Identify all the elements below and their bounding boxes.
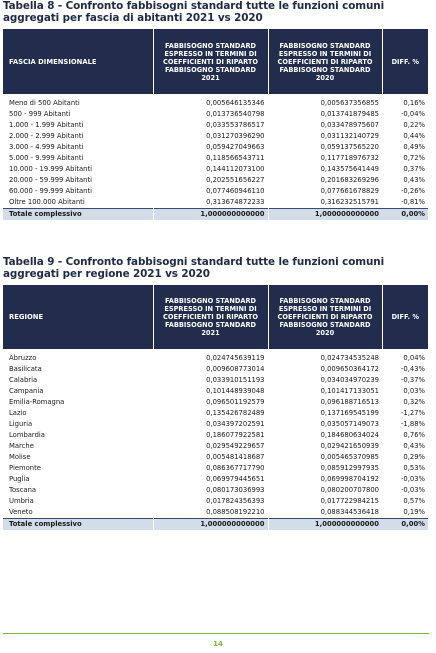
diff-percent: 0,32%	[382, 397, 428, 408]
header-diff-percent: DIFF. %	[382, 285, 428, 349]
header-regione: REGIONE	[3, 285, 153, 349]
header-diff-percent: DIFF. %	[382, 29, 428, 94]
diff-percent: 0,22%	[382, 120, 428, 131]
header-fascia-dimensionale: FASCIA DIMENSIONALE	[3, 29, 153, 94]
table-row	[3, 375, 428, 386]
table-9-title: Tabella 9 - Confronto fabbisogni standard tutte le funzioni comuni aggregati per regione 2021 vs 2020	[3, 256, 385, 280]
value-2020: 0,031132140729	[268, 131, 382, 142]
value-2020: 0,013741879485	[268, 109, 382, 120]
table-row	[3, 197, 428, 209]
value-2020: 0,077661678829	[268, 186, 382, 197]
value-2021: 0,080173036993	[153, 485, 268, 496]
table-row	[3, 109, 428, 120]
value-2020: 0,184680634024	[268, 430, 382, 441]
footer-divider	[3, 633, 429, 634]
value-2020: 0,096188716513	[268, 397, 382, 408]
diff-percent: 0,44%	[382, 131, 428, 142]
value-2020: 0,034034970239	[268, 375, 382, 386]
value-2021: 0,009608773014	[153, 364, 268, 375]
diff-percent: -0,03%	[382, 474, 428, 485]
row-label: 20.000 - 59.999 Abitanti	[3, 175, 153, 186]
value-2020: 0,088344536418	[268, 507, 382, 519]
table-row	[3, 507, 428, 519]
diff-percent: 0,76%	[382, 430, 428, 441]
table-8-header-row	[3, 29, 428, 94]
value-2021: 0,086367717790	[153, 463, 268, 474]
value-2021: 0,017824356393	[153, 496, 268, 507]
row-label: Totale complessivo	[3, 209, 153, 221]
row-label: Oltre 100.000 Abitanti	[3, 197, 153, 209]
diff-percent: -0,04%	[382, 109, 428, 120]
value-2021: 0,031270396290	[153, 131, 268, 142]
value-2021: 0,135426782489	[153, 408, 268, 419]
row-label: 3.000 - 4.999 Abitanti	[3, 142, 153, 153]
value-2021: 0,059427049663	[153, 142, 268, 153]
row-label: Lazio	[3, 408, 153, 419]
value-2020: 0,201683269296	[268, 175, 382, 186]
header-fabbisogno-2020: FABBISOGNO STANDARD ESPRESSO IN TERMINI DI COEFFICIENTI DI RIPARTO FABBISOGNO STANDARD 2020	[268, 285, 382, 349]
row-label: Totale complessivo	[3, 519, 153, 531]
table-8	[3, 29, 428, 220]
diff-percent: 0,29%	[382, 452, 428, 463]
row-label: Veneto	[3, 507, 153, 519]
value-2021: 0,088508192210	[153, 507, 268, 519]
row-label: 5.000 - 9.999 Abitanti	[3, 153, 153, 164]
table-9-header-row	[3, 285, 428, 349]
diff-percent: 0,00%	[382, 209, 428, 221]
diff-percent: 0,37%	[382, 164, 428, 175]
value-2020: 0,080200707800	[268, 485, 382, 496]
value-2021: 0,144112073100	[153, 164, 268, 175]
diff-percent: -0,26%	[382, 186, 428, 197]
diff-percent: 0,53%	[382, 463, 428, 474]
diff-percent: -0,43%	[382, 364, 428, 375]
row-label: Piemonte	[3, 463, 153, 474]
value-2020: 0,085912997935	[268, 463, 382, 474]
diff-percent: -0,37%	[382, 375, 428, 386]
table-row	[3, 408, 428, 419]
diff-percent: 0,19%	[382, 507, 428, 519]
value-2021: 0,077460946110	[153, 186, 268, 197]
diff-percent: 0,43%	[382, 441, 428, 452]
value-2020: 0,137169545199	[268, 408, 382, 419]
table-row	[3, 142, 428, 153]
header-fabbisogno-2020: FABBISOGNO STANDARD ESPRESSO IN TERMINI DI COEFFICIENTI DI RIPARTO FABBISOGNO STANDARD 2020	[268, 29, 382, 94]
diff-percent: 0,00%	[382, 519, 428, 531]
table-row	[3, 452, 428, 463]
table-row	[3, 485, 428, 496]
value-2020: 0,005465370985	[268, 452, 382, 463]
value-2021: 0,033553786517	[153, 120, 268, 131]
header-fabbisogno-2021: FABBISOGNO STANDARD ESPRESSO IN TERMINI DI COEFFICIENTI DI RIPARTO FABBISOGNO STANDARD 2021	[153, 285, 268, 349]
diff-percent: 0,43%	[382, 175, 428, 186]
value-2021: 0,202551656227	[153, 175, 268, 186]
value-2020: 0,117718976732	[268, 153, 382, 164]
value-2021: 0,005646135346	[153, 98, 268, 109]
value-2021: 0,024745639119	[153, 353, 268, 364]
table-row	[3, 120, 428, 131]
diff-percent: -1,88%	[382, 419, 428, 430]
diff-percent: -0,03%	[382, 485, 428, 496]
value-2021: 0,186077922581	[153, 430, 268, 441]
table-row	[3, 463, 428, 474]
value-2020: 0,069998704192	[268, 474, 382, 485]
table-row	[3, 397, 428, 408]
table-9	[3, 285, 428, 530]
value-2021: 0,313674872233	[153, 197, 268, 209]
row-label: 60.000 - 99.999 Abitanti	[3, 186, 153, 197]
diff-percent: 0,72%	[382, 153, 428, 164]
total-row	[3, 519, 428, 531]
table-row	[3, 98, 428, 109]
table-8-body	[3, 98, 428, 220]
table-row	[3, 131, 428, 142]
value-2021: 0,033910151193	[153, 375, 268, 386]
table-8-title: Tabella 8 - Confronto fabbisogni standard tutte le funzioni comuni aggregati per fascia di abitanti 2021 vs 2020	[3, 0, 385, 24]
row-label: Basilicata	[3, 364, 153, 375]
value-2021: 0,069979445651	[153, 474, 268, 485]
value-2021: 0,034397202591	[153, 419, 268, 430]
value-2021: 0,096501192579	[153, 397, 268, 408]
table-row	[3, 186, 428, 197]
value-2021: 0,029549229657	[153, 441, 268, 452]
table-9-body	[3, 353, 428, 530]
row-label: Molise	[3, 452, 153, 463]
diff-percent: -1,27%	[382, 408, 428, 419]
value-2020: 0,017722984215	[268, 496, 382, 507]
value-2020: 0,101417133051	[268, 386, 382, 397]
table-row	[3, 164, 428, 175]
value-2020: 1,000000000000	[268, 209, 382, 221]
table-row	[3, 353, 428, 364]
value-2020: 0,059137565220	[268, 142, 382, 153]
value-2021: 1,000000000000	[153, 209, 268, 221]
table-row	[3, 153, 428, 164]
row-label: Marche	[3, 441, 153, 452]
value-2020: 0,316232515791	[268, 197, 382, 209]
diff-percent: 0,49%	[382, 142, 428, 153]
value-2020: 0,005637356855	[268, 98, 382, 109]
row-label: Abruzzo	[3, 353, 153, 364]
row-label: Meno di 500 Abitanti	[3, 98, 153, 109]
value-2020: 0,024734535248	[268, 353, 382, 364]
row-label: 10.000 - 19.999 Abitanti	[3, 164, 153, 175]
value-2021: 1,000000000000	[153, 519, 268, 531]
row-label: Campania	[3, 386, 153, 397]
diff-percent: 0,03%	[382, 386, 428, 397]
row-label: Umbria	[3, 496, 153, 507]
value-2021: 0,005481418687	[153, 452, 268, 463]
row-label: 2.000 - 2.999 Abitanti	[3, 131, 153, 142]
row-label: Toscana	[3, 485, 153, 496]
row-label: Lombardia	[3, 430, 153, 441]
row-label: Liguria	[3, 419, 153, 430]
table-row	[3, 364, 428, 375]
header-fabbisogno-2021: FABBISOGNO STANDARD ESPRESSO IN TERMINI DI COEFFICIENTI DI RIPARTO FABBISOGNO STANDARD 2021	[153, 29, 268, 94]
row-label: Puglia	[3, 474, 153, 485]
page-number: 14	[213, 640, 223, 648]
value-2020: 0,035057149073	[268, 419, 382, 430]
diff-percent: 0,04%	[382, 353, 428, 364]
row-label: 500 - 999 Abitanti	[3, 109, 153, 120]
value-2020: 0,009650364172	[268, 364, 382, 375]
value-2021: 0,101448939048	[153, 386, 268, 397]
diff-percent: 0,57%	[382, 496, 428, 507]
diff-percent: -0,81%	[382, 197, 428, 209]
value-2020: 1,000000000000	[268, 519, 382, 531]
value-2021: 0,013736540798	[153, 109, 268, 120]
row-label: Calabria	[3, 375, 153, 386]
value-2020: 0,143575641449	[268, 164, 382, 175]
table-row	[3, 386, 428, 397]
table-row	[3, 474, 428, 485]
table-row	[3, 175, 428, 186]
table-row	[3, 496, 428, 507]
value-2020: 0,033478975607	[268, 120, 382, 131]
table-row	[3, 441, 428, 452]
table-row	[3, 419, 428, 430]
diff-percent: 0,16%	[382, 98, 428, 109]
value-2021: 0,118566543711	[153, 153, 268, 164]
value-2020: 0,029421650939	[268, 441, 382, 452]
row-label: Emilia-Romagna	[3, 397, 153, 408]
table-row	[3, 430, 428, 441]
row-label: 1.000 - 1.999 Abitanti	[3, 120, 153, 131]
total-row	[3, 209, 428, 221]
